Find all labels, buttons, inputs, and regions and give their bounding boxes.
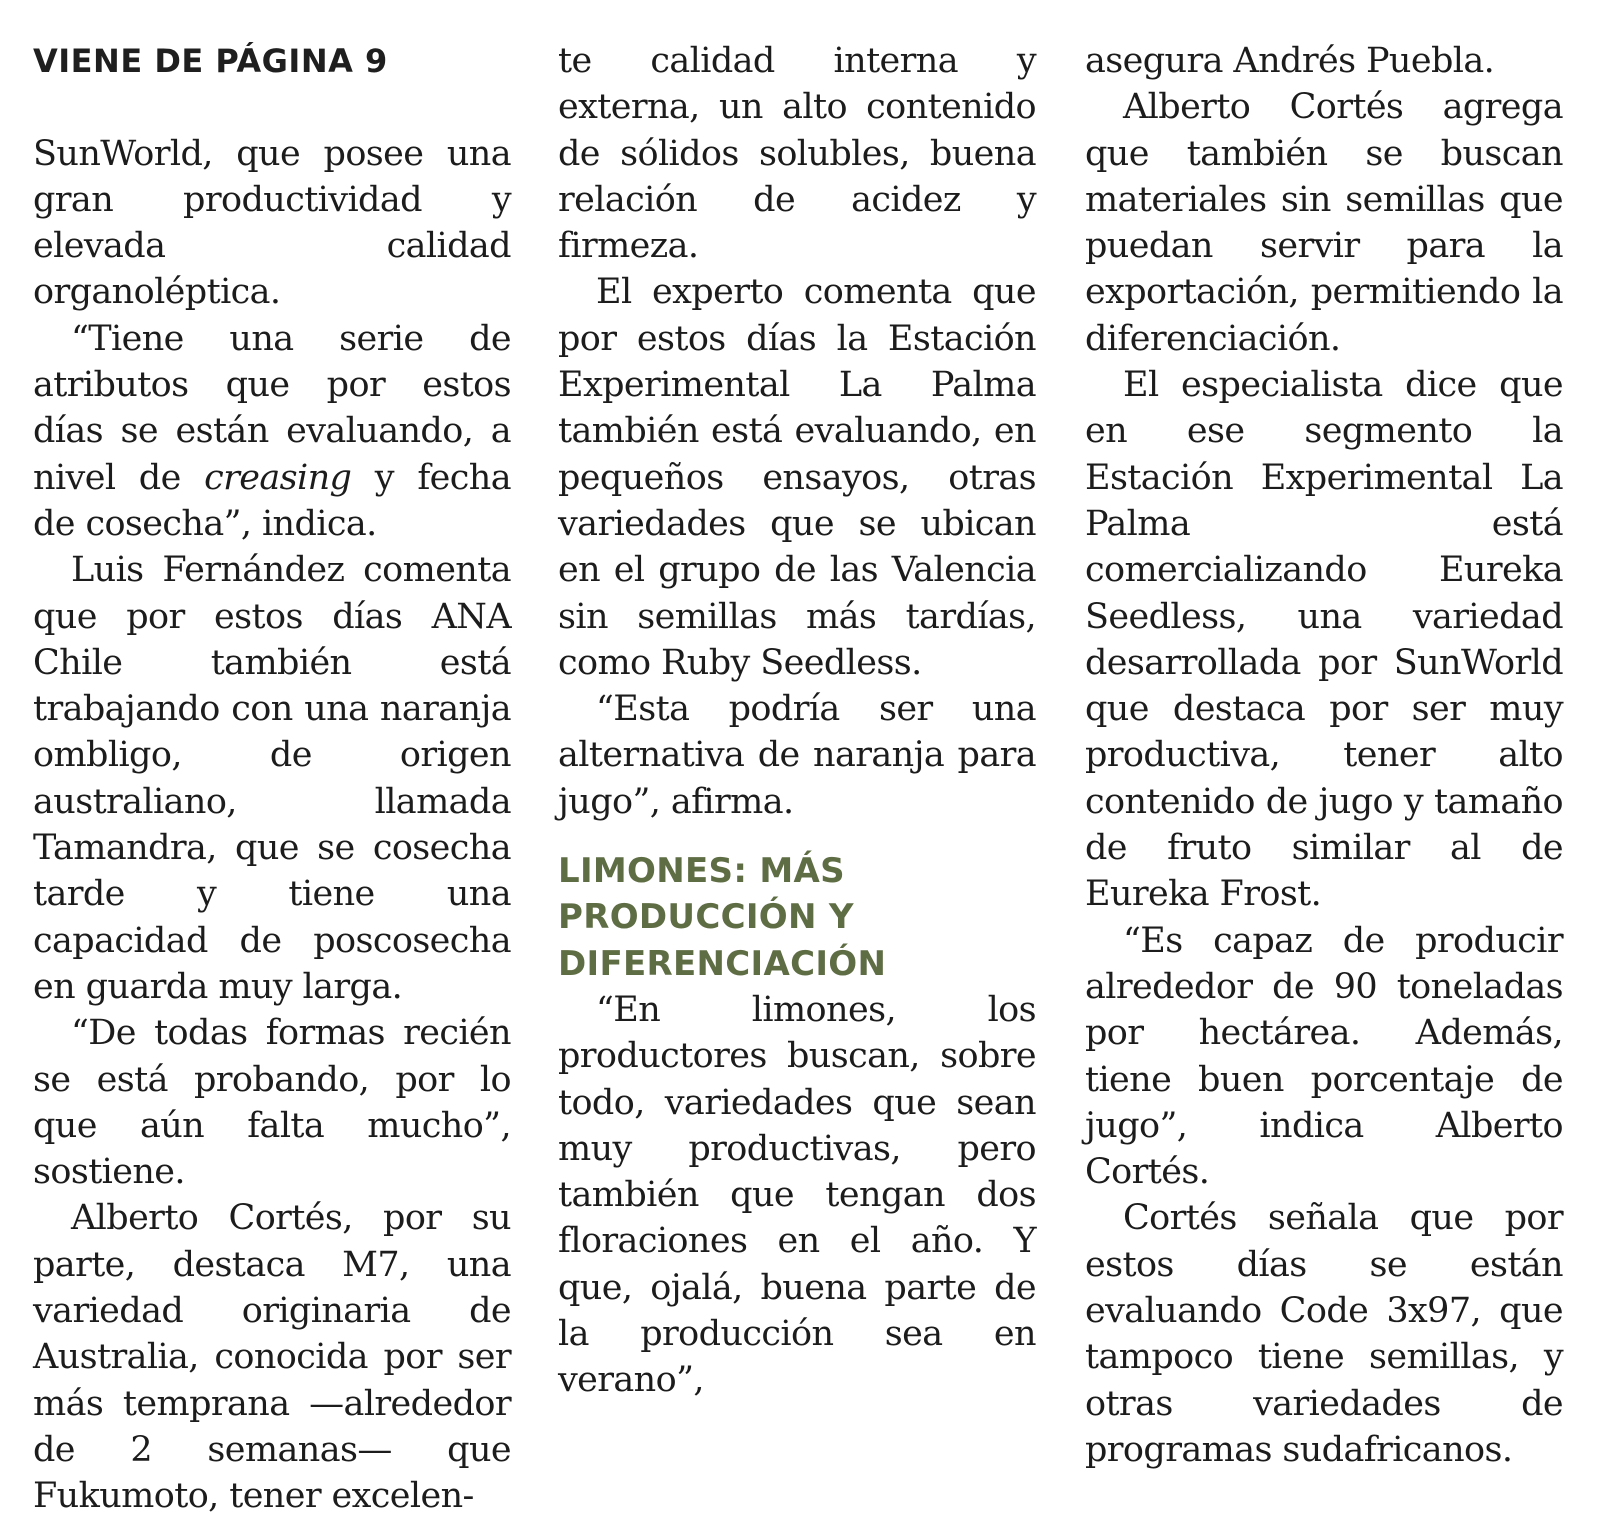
- paragraph-text: y fecha de cosecha”, indica.: [33, 457, 512, 544]
- paragraph: te calidad interna y externa, un alto contenido de sólidos solubles, buena relación de acidez y firmeza.: [558, 41, 1036, 267]
- paragraph: “Es capaz de producir alrededor de 90 toneladas por hectárea. Además, tiene buen porcentaje de jugo”, indica Alberto Cortés.: [1085, 920, 1563, 1193]
- paragraph-quote: [33, 316, 511, 547]
- paragraph: Alberto Cortés agrega que también se buscan materiales sin semillas que puedan servir para la exportación, permitiendo la diferenciación.: [1085, 87, 1563, 359]
- paragraph: SunWorld, que posee una gran productividad y elevada calidad organoléptica.: [33, 133, 511, 313]
- continued-from-label: VIENE DE PÁGINA 9: [33, 42, 388, 80]
- section-subheading: LIMONES: MÁS PRODUCCIÓN Y DIFERENCIACIÓN: [558, 851, 887, 984]
- paragraph: El experto comenta que por estos días la Estación Experimental La Palma también está evaluando, en pequeños ensayos, otras variedades que se ubican en el grupo de las Valencia sin semillas más tardías, como Ruby Seedless.: [558, 272, 1036, 683]
- paragraph: asegura Andrés Puebla.: [1085, 41, 1495, 81]
- column-2: [558, 38, 1036, 1404]
- paragraph: El especialista dice que en ese segmento la Estación Experimental La Palma está comercializando Eureka Seedless, una variedad desarrollada por SunWorld que destaca por ser muy productiva, tener alto contenido de jugo y tamaño de fruto similar al de Eureka Frost.: [1085, 365, 1563, 915]
- paragraph: Cortés señala que por estos días se están evaluando Code 3x97, que tampoco tiene semillas, y otras variedades de programas sudafricanos.: [1085, 1198, 1563, 1470]
- paragraph: Alberto Cortés, por su parte, destaca M7, una variedad originaria de Australia, conocida por ser más temprana —alrededor de 2 semanas— que Fukumoto, tener excelen-: [33, 1198, 511, 1517]
- column-1: [33, 38, 511, 1520]
- paragraph-text: “Tiene una serie de atributos que por estos días se están evaluando, a nivel de: [33, 318, 511, 498]
- italic-term: creasing: [204, 457, 352, 498]
- spacer: [558, 825, 1036, 848]
- paragraph: “De todas formas recién se está probando, por lo que aún falta mucho”, sostiene.: [33, 1013, 511, 1193]
- column-3: [1085, 38, 1563, 1473]
- spacer: [33, 84, 511, 130]
- paragraph: “En limones, los productores buscan, sobre todo, variedades que sean muy productivas, pero también que tengan dos floraciones en el año. Y que, ojalá, buena parte de la producción sea en verano”,: [558, 989, 1036, 1401]
- paragraph: Luis Fernández comenta que por estos días ANA Chile también está trabajando con una naranja ombligo, de origen australiano, llamada Tamandra, que se cosecha tarde y tiene una capacidad de poscosecha en guarda muy larga.: [33, 550, 511, 1007]
- paragraph: “Esta podría ser una alternativa de naranja para jugo”, afirma.: [558, 689, 1036, 822]
